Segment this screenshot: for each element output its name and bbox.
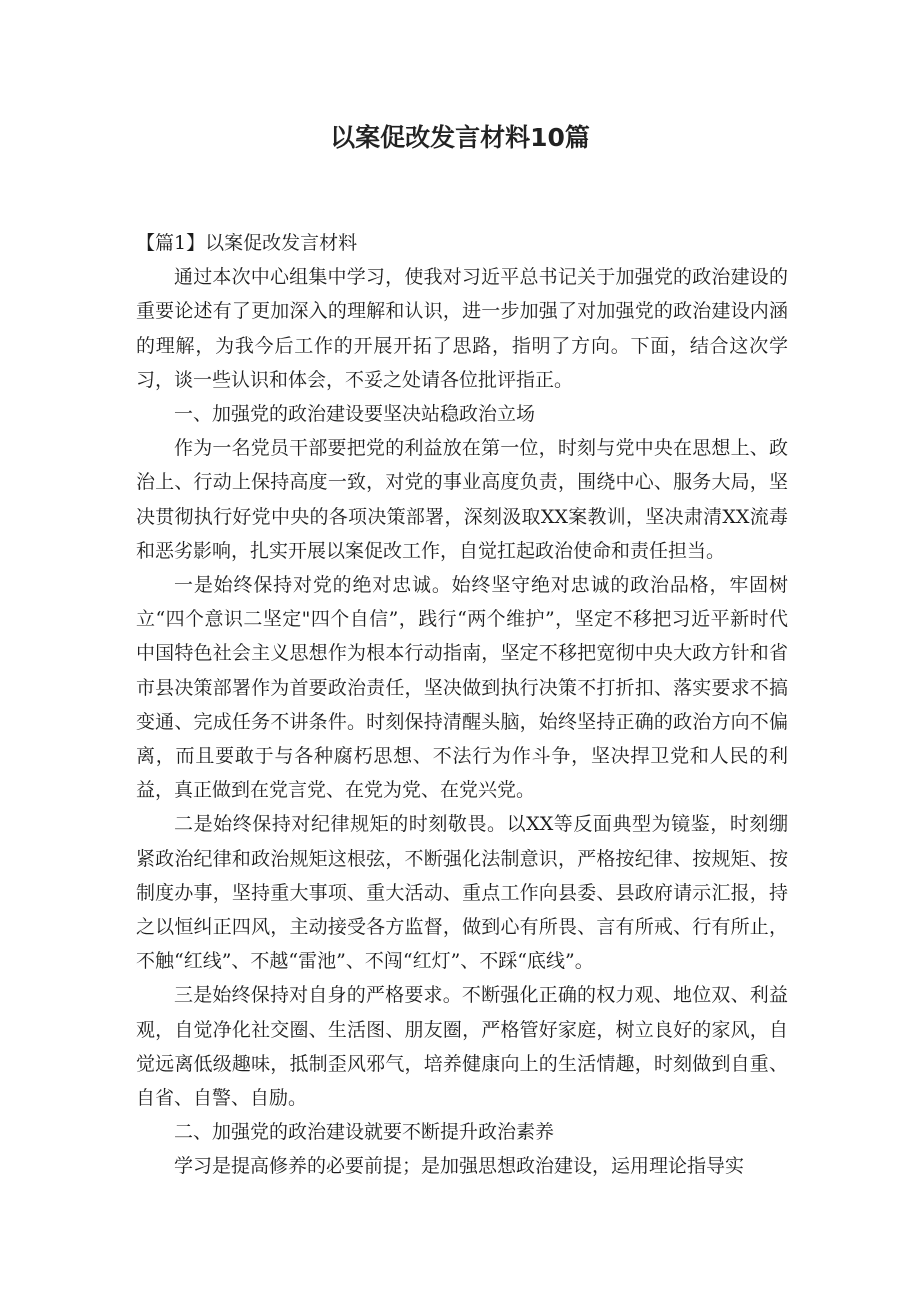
- paragraph-intro: 通过本次中心组集中学习，使我对习近平总书记关于加强党的政治建设的重要论述有了更加深入的理解和认识，进一步加强了对加强党的政治建设内涵的理解，为我今后工作的开展开拓了思路，指明了方向。下面，结合这次学习，谈一些认识和体会，不妥之处请各位批评指正。: [136, 266, 788, 391]
- paragraph-study: 学习是提高修养的必要前提；是加强思想政治建设，运用理论指导实: [174, 1155, 745, 1178]
- paragraph-self-requirement: 三是始终保持对自身的严格要求。不断强化正确的权力观、地位双、利益观，自觉净化社交圈、生活图、朋友圈，严格管好家庭，树立良好的家风，自觉远离低级趣味，抵制歪风邪气，培养健康向上的生活情趣，时刻做到自重、自省、自警、自励。: [136, 984, 788, 1110]
- heading-two: 二、加强党的政治建设就要不断提升政治素养: [174, 1121, 555, 1144]
- section-title: 【篇1】以案促改发言材料: [136, 232, 358, 254]
- document-body: [136, 226, 788, 1184]
- paragraph-party-cadre: 作为一名党员干部要把党的利益放在第一位，时刻与党中央在思想上、政治上、行动上保持高度一致，对党的事业高度负责，围绕中心、服务大局，坚决贯彻执行好党中央的各项决策部署，深刻汲取XX案教训，坚决肃清XX流毒和恶劣影响，扎实开展以案促改工作，自觉扛起政治使命和责任担当。: [136, 437, 788, 562]
- document-title: 以案促改发言材料10篇: [330, 123, 590, 152]
- paragraph-loyalty: 一是始终保持对党的绝对忠诚。始终坚守绝对忠诚的政治品格，牢固树立“四个意识二坚定"四个自信”，践行“两个维护”，坚定不移把习近平新时代中国特色社会主义思想作为根本行动指南，坚定不移把宽彻中央大政方针和省市县决策部署作为首要政治责任，坚决做到执行决策不打折扣、落实要求不搞变通、完成任务不讲条件。时刻保持清醒头脑，始终坚持正确的政治方向不偏离，而且要敢于与各种腐朽思想、不法行为作斗争，坚决捍卫党和人民的利益，真正做到在党言党、在党为党、在党兴党。: [136, 574, 788, 802]
- paragraph-discipline: 二是始终保持对纪律规矩的时刻敬畏。以XX等反面典型为镜鉴，时刻绷紧政治纪律和政治规矩这根弦，不断强化法制意识，严格按纪律、按规矩、按制度办事，坚持重大事项、重大活动、重点工作向县委、县政府请示汇报，持之以恒纠正四风，主动接受各方监督，做到心有所畏、言有所戒、行有所止，不触“红线”、不越“雷池”、不闯“红灯”、不踩“底线”。: [136, 813, 788, 973]
- heading-one: 一、加强党的政治建设要坚决站稳政治立场: [174, 403, 536, 426]
